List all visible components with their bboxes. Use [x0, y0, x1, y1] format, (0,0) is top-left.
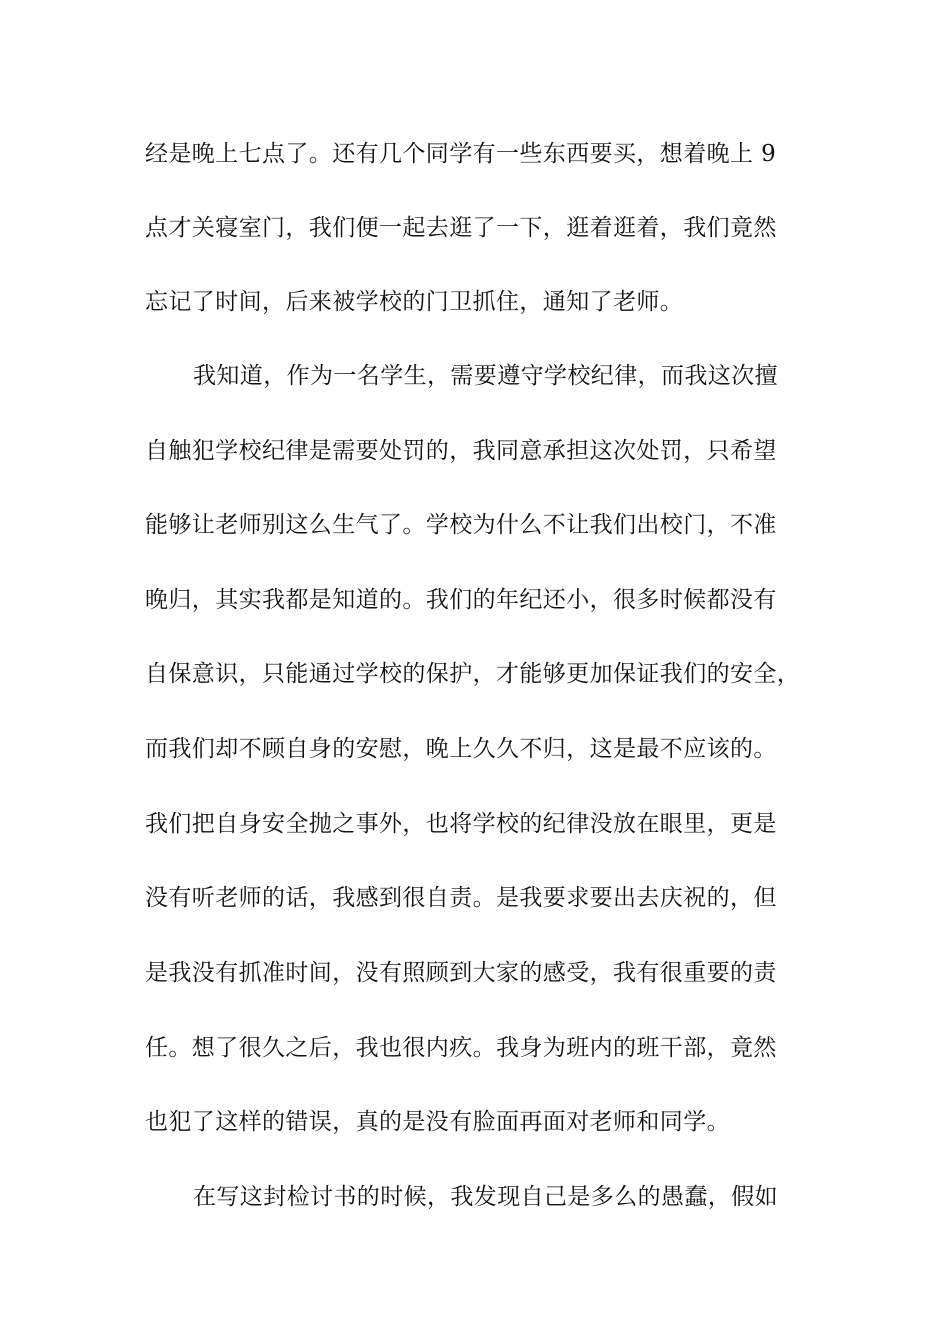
text-line-12: 是我没有抓准时间，没有照顾到大家的感受，我有很重要的责 [145, 960, 777, 986]
text-line-9: 而我们却不顾自身的安慰，晚上久久不归，这是最不应该的。 [145, 736, 777, 762]
text-line-10: 我们把自身安全抛之事外，也将学校的纪律没放在眼里，更是 [145, 811, 777, 837]
text-line-3: 忘记了时间，后来被学校的门卫抓住，通知了老师。 [145, 289, 684, 315]
text-line-14: 也犯了这样的错误，真的是没有脸面再面对老师和同学。 [145, 1109, 730, 1135]
text-line-13: 任。想了很久之后，我也很内疚。我身为班内的班干部，竟然 [145, 1035, 777, 1061]
text-line-7: 晚归，其实我都是知道的。我们的年纪还小，很多时候都没有 [145, 587, 777, 613]
text-line-5: 自触犯学校纪律是需要处罚的，我同意承担这次处罚，只希望 [145, 438, 777, 464]
paragraph-start-line: 我知道，作为一名学生，需要遵守学校纪律，而我这次擅 [193, 363, 778, 389]
text-line-11: 没有听老师的话，我感到很自责。是我要求要出去庆祝的，但 [145, 885, 777, 911]
paragraph-start-line-2: 在写这封检讨书的时候，我发现自己是多么的愚蠢，假如 [193, 1184, 778, 1210]
text-line-6: 能够让老师别这么生气了。学校为什么不让我们出校门，不准 [145, 512, 777, 538]
text-line-1: 经是晚上七点了。还有几个同学有一些东西要买，想着晚上 9 [145, 141, 777, 167]
text-line-8: 自保意识，只能通过学校的保护，才能够更加保证我们的安全， [145, 661, 801, 687]
text-line-2: 点才关寝室门，我们便一起去逛了一下，逛着逛着，我们竟然 [145, 215, 777, 241]
